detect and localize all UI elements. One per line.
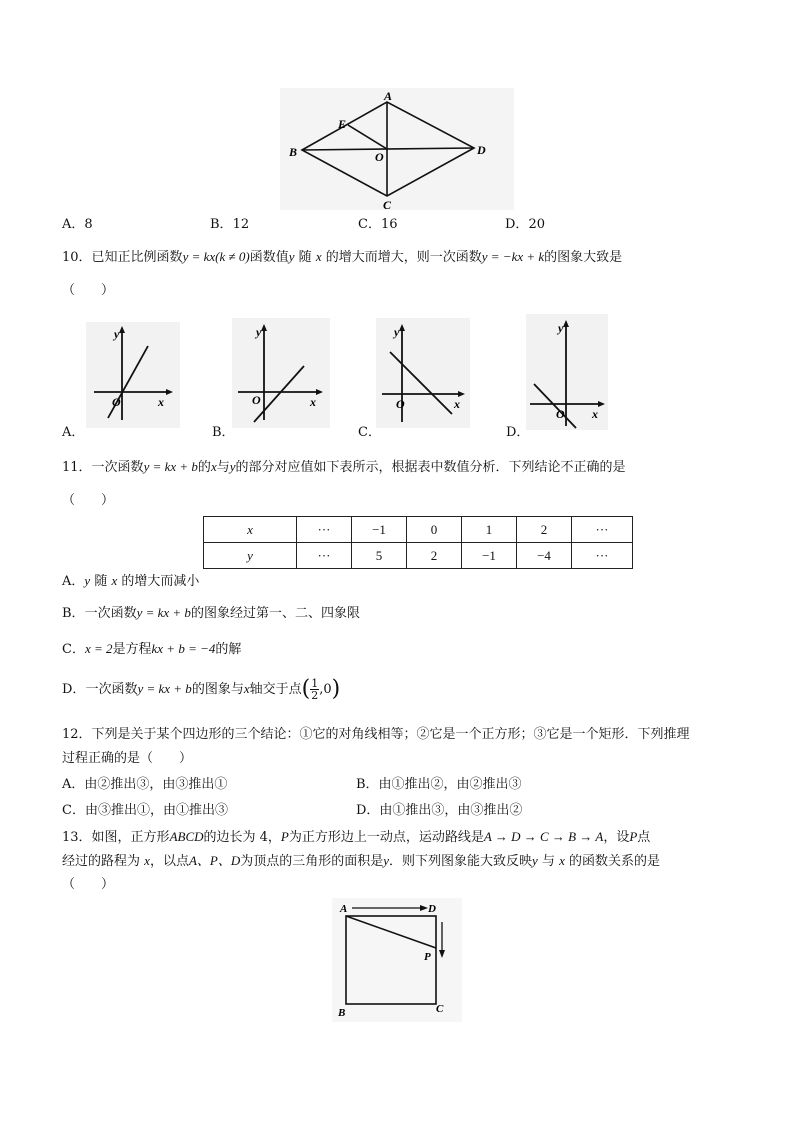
q11-stem: 11．一次函数y = kx + b的x与y的部分对应值如下表所示，根据表中数值分析．下列结论不正确的是 bbox=[62, 459, 626, 475]
axis-y-label: y bbox=[558, 321, 564, 335]
q13-stem-line2: 经过的路程为 x，以点A、P、D为顶点的三角形的面积是y．则下列图象能大致反映y 与 x 的函数关系的是 bbox=[62, 853, 661, 869]
axis-x-label: x bbox=[454, 397, 460, 411]
q11-option-d: D．一次函数y = kx + b的图象与x轴交于点( $\frac{1}{2}$ ,0) bbox=[62, 676, 341, 702]
square-figure bbox=[332, 898, 462, 1022]
label-a: A bbox=[340, 903, 348, 915]
q10-option-a: A． bbox=[62, 425, 85, 440]
label-d: D bbox=[428, 903, 436, 915]
values-table bbox=[203, 516, 633, 569]
q11-option-b: B．一次函数y = kx + b的图象经过第一、二、四象限 bbox=[62, 605, 360, 621]
q10-option-d: D． bbox=[506, 425, 530, 440]
table-cell: −4 bbox=[517, 543, 572, 569]
label-p: P bbox=[424, 951, 431, 963]
origin-label: O bbox=[252, 393, 261, 407]
q10-graph-b bbox=[232, 318, 330, 428]
origin-label: O bbox=[556, 407, 565, 421]
q12-stem-line1: 12．下列是关于某个四边形的三个结论：①它的对角线相等；②它是一个正方形；③它是一个矩形．下列推理 bbox=[62, 727, 690, 742]
q13-stem-line1: 13．如图，正方形ABCD的边长为 4，P为正方形边上一动点，运动路线是A → D → C → B → A，设P点 bbox=[62, 829, 651, 845]
q9-option-d: D．20 bbox=[505, 217, 545, 232]
q9-option-b: B．12 bbox=[210, 217, 250, 232]
label-b: B bbox=[289, 145, 298, 159]
table-cell: ··· bbox=[297, 517, 352, 543]
q10-graph-d bbox=[526, 314, 608, 430]
table-cell: ··· bbox=[572, 517, 633, 543]
label-e: E bbox=[338, 117, 347, 131]
q11-option-a: A．y 随 x 的增大而减小 bbox=[62, 573, 200, 589]
label-c: C bbox=[383, 198, 392, 210]
table-cell: −1 bbox=[462, 543, 517, 569]
axis-y-label: y bbox=[256, 325, 262, 339]
q12-option-d: D．由①推出③，由③推出② bbox=[356, 803, 523, 818]
table-cell: 5 bbox=[352, 543, 407, 569]
rhombus-figure bbox=[280, 88, 514, 210]
origin-label: O bbox=[112, 395, 121, 409]
q9-option-c: C．16 bbox=[358, 217, 398, 232]
q11-answer-paren: （ ） bbox=[62, 493, 115, 508]
q10-graph-c bbox=[376, 318, 470, 428]
axis-x-label: x bbox=[158, 395, 164, 409]
table-cell: −1 bbox=[352, 517, 407, 543]
q10-stem: 10．已知正比例函数y = kx(k ≠ 0)函数值y 随 x 的增大而增大，则一次函数y = −kx + k的图象大致是 bbox=[62, 249, 623, 265]
table-cell: ··· bbox=[297, 543, 352, 569]
axis-x-label: x bbox=[592, 407, 598, 421]
q10-graph-a bbox=[86, 322, 180, 428]
q12-option-b: B．由①推出②，由②推出③ bbox=[356, 777, 522, 792]
q12-option-a: A．由②推出③，由③推出① bbox=[62, 777, 228, 792]
q13-answer-paren: （ ） bbox=[62, 877, 115, 892]
axis-y-label: y bbox=[394, 325, 400, 339]
table-head-cell: x bbox=[204, 517, 297, 543]
table-row bbox=[204, 517, 633, 543]
table-head-cell: y bbox=[204, 543, 297, 569]
origin-label: O bbox=[396, 397, 405, 411]
label-d: D bbox=[477, 143, 486, 157]
fraction: $\frac{1}{2}$ bbox=[311, 677, 319, 702]
table-cell: 2 bbox=[407, 543, 462, 569]
axis-y-label: y bbox=[114, 327, 120, 341]
table-cell: 1 bbox=[462, 517, 517, 543]
label-a: A bbox=[384, 89, 393, 103]
q9-option-a: A．8 bbox=[62, 217, 93, 232]
axis-x-label: x bbox=[310, 395, 316, 409]
table-cell: 0 bbox=[407, 517, 462, 543]
q12-stem-line2: 过程正确的是（ ） bbox=[62, 751, 193, 766]
label-b: B bbox=[338, 1007, 346, 1019]
q10-answer-paren: （ ） bbox=[62, 283, 115, 298]
table-row bbox=[204, 543, 633, 569]
table-cell: ··· bbox=[572, 543, 633, 569]
q11-option-c: C．x = 2是方程kx + b = −4的解 bbox=[62, 641, 242, 657]
q12-option-c: C．由③推出①，由①推出③ bbox=[62, 803, 228, 818]
q10-option-b: B． bbox=[212, 425, 235, 440]
label-c: C bbox=[436, 1003, 444, 1015]
q10-option-c: C． bbox=[358, 425, 381, 440]
table-cell: 2 bbox=[517, 517, 572, 543]
label-o: O bbox=[375, 150, 384, 164]
